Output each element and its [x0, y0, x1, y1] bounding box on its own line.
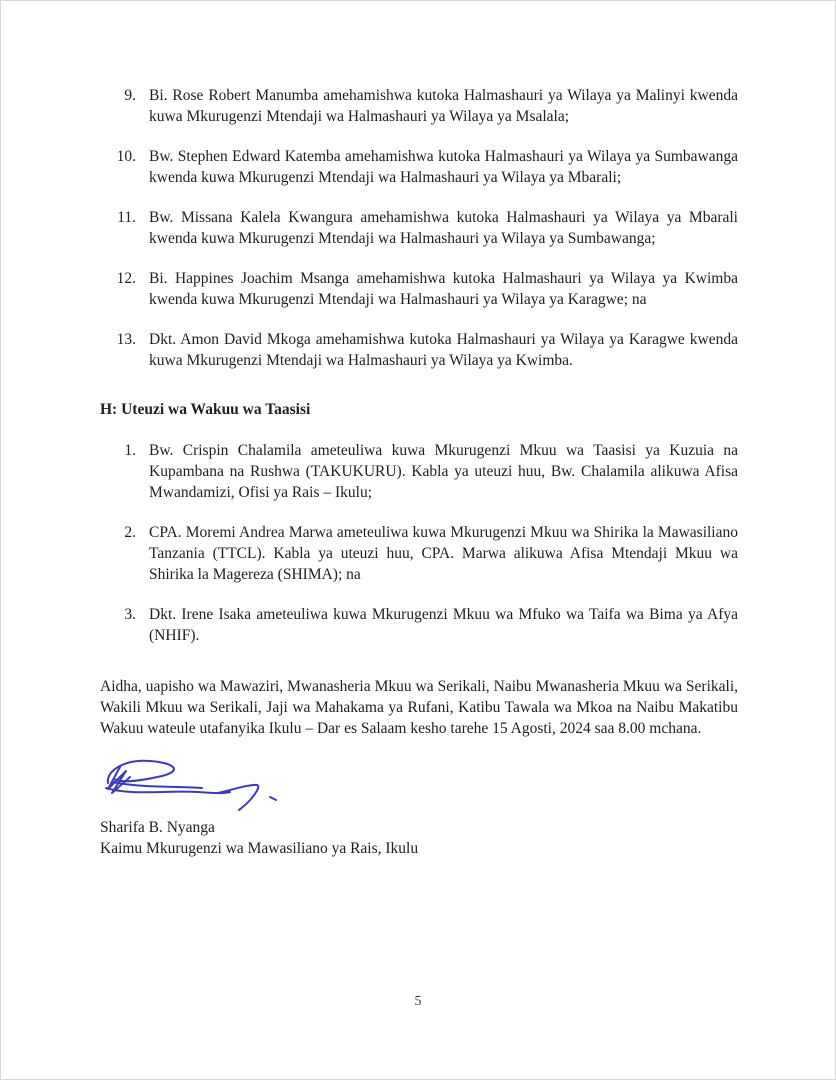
page-number: 5	[414, 994, 422, 1009]
handwritten-signature-icon	[100, 755, 305, 811]
list-item-number: 10.	[116, 148, 136, 165]
list-item	[100, 268, 738, 310]
list-item	[100, 146, 738, 188]
document-content	[100, 1, 738, 859]
signatory-name: Sharifa B. Nyanga	[100, 819, 215, 836]
signatory-block	[100, 817, 738, 859]
list-item	[100, 207, 738, 249]
list-item	[100, 85, 738, 127]
list-item-text: Bi. Rose Robert Manumba amehamishwa kutoka Halmashauri ya Wilaya ya Malinyi kwenda kuwa Mkurugenzi Mtendaji wa Halmashauri ya Wilaya ya Msalala;	[149, 87, 738, 125]
list-item-number: 3.	[124, 606, 136, 623]
signature-image	[100, 755, 738, 811]
list-item-gap	[140, 440, 149, 503]
list-item-number: 1.	[124, 442, 136, 459]
list-item-number: 12.	[116, 270, 136, 287]
transfer-list	[100, 85, 738, 371]
list-item-gap	[140, 604, 149, 646]
list-item	[100, 604, 738, 646]
appointment-list	[100, 440, 738, 646]
signature-strokes	[106, 761, 276, 810]
list-item-number: 11.	[117, 209, 136, 226]
list-item-text: Bw. Missana Kalela Kwangura amehamishwa kutoka Halmashauri ya Wilaya ya Mbarali kwenda kuwa Mkurugenzi Mtendaji wa Halmashauri ya Wilaya ya Sumbawanga;	[149, 209, 738, 247]
closing-paragraph: Aidha, uapisho wa Mawaziri, Mwanasheria Mkuu wa Serikali, Naibu Mwanasheria Mkuu wa Serikali, Wakili Mkuu wa Serikali, Jaji wa Mahakama ya Rufani, Katibu Tawala wa Mkoa na Naibu Makatibu Wakuu wateule utafanyika Ikulu – Dar es Salaam kesho tarehe 15 Agosti, 2024 saa 8.00 mchana.	[100, 678, 738, 737]
list-item-gap	[140, 522, 149, 585]
list-item-text: CPA. Moremi Andrea Marwa ameteuliwa kuwa Mkurugenzi Mkuu wa Shirika la Mawasiliano Tanzania (TTCL). Kabla ya uteuzi huu, CPA. Marwa alikuwa Afisa Mtendaji Mkuu wa Shirika la Magereza (SHIMA); na	[149, 524, 738, 583]
list-item-gap	[140, 85, 149, 127]
list-item-gap	[140, 329, 149, 371]
section-heading: H: Uteuzi wa Wakuu wa Taasisi	[100, 401, 311, 418]
list-item-text: Bw. Crispin Chalamila ameteuliwa kuwa Mkurugenzi Mkuu wa Taasisi ya Kuzuia na Kupambana na Rushwa (TAKUKURU). Kabla ya uteuzi huu, Bw. Chalamila alikuwa Afisa Mwandamizi, Ofisi ya Rais – Ikulu;	[149, 442, 738, 501]
list-item-gap	[140, 207, 149, 249]
list-item-text: Bi. Happines Joachim Msanga amehamishwa kutoka Halmashauri ya Wilaya ya Kwimba kwenda kuwa Mkurugenzi Mtendaji wa Halmashauri ya Wilaya ya Karagwe; na	[149, 270, 738, 308]
list-item-number: 9.	[124, 87, 136, 104]
signatory-title: Kaimu Mkurugenzi wa Mawasiliano ya Rais, Ikulu	[100, 840, 419, 857]
list-item	[100, 522, 738, 585]
list-item	[100, 329, 738, 371]
list-item-text: Dkt. Amon David Mkoga amehamishwa kutoka Halmashauri ya Wilaya ya Karagwe kwenda kuwa Mkurugenzi Mtendaji wa Halmashauri ya Wilaya ya Kwimba.	[149, 331, 738, 369]
list-item-gap	[140, 268, 149, 310]
list-item-number: 2.	[124, 524, 136, 541]
list-item-text: Dkt. Irene Isaka ameteuliwa kuwa Mkurugenzi Mkuu wa Mfuko wa Taifa wa Bima ya Afya (NHIF).	[149, 606, 738, 644]
list-item-number: 13.	[116, 331, 136, 348]
list-item	[100, 440, 738, 503]
list-item-gap	[140, 146, 149, 188]
list-item-text: Bw. Stephen Edward Katemba amehamishwa kutoka Halmashauri ya Wilaya ya Sumbawanga kwenda kuwa Mkurugenzi Mtendaji wa Halmashauri ya Wilaya ya Mbarali;	[149, 148, 738, 186]
